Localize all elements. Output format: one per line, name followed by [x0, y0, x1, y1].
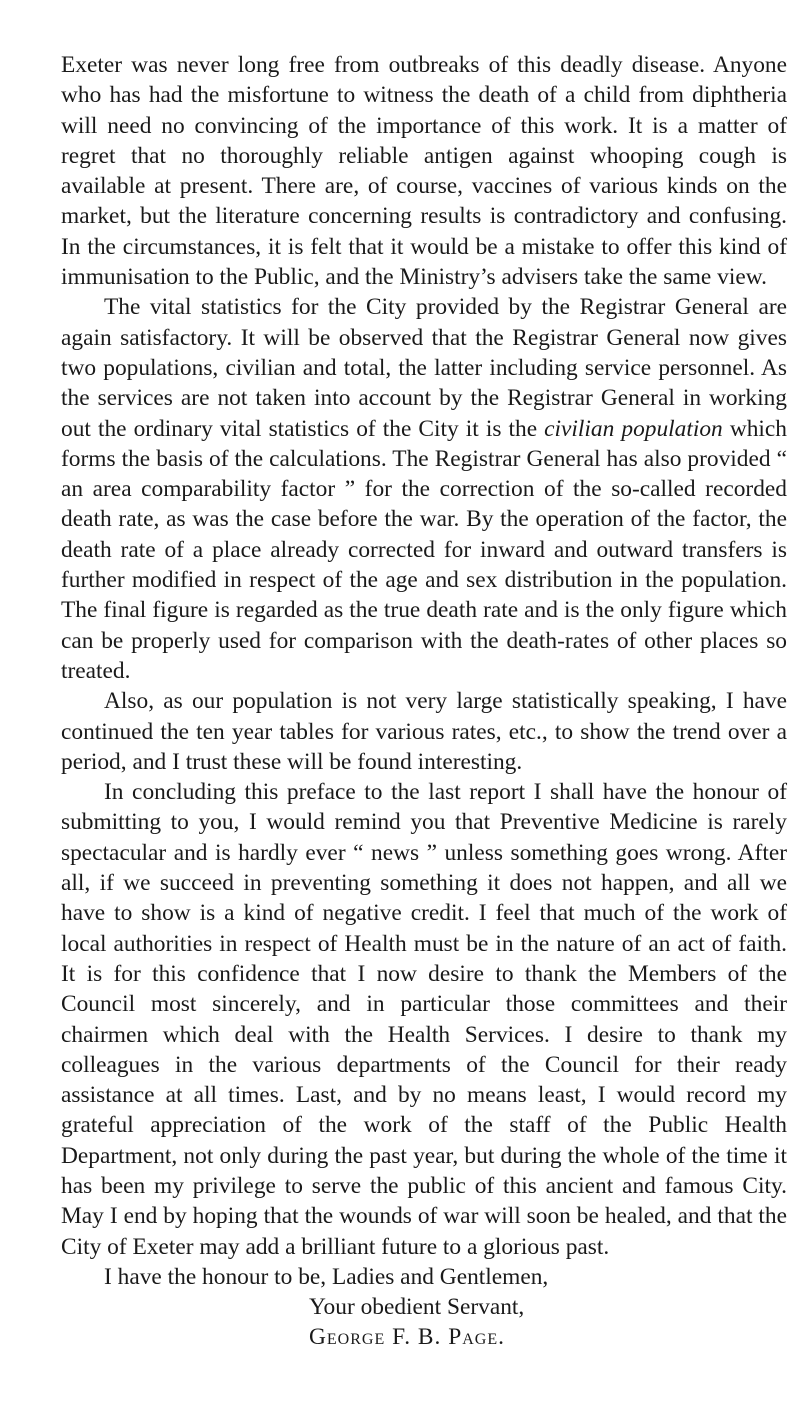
emphasis-civilian-population: civilian population: [544, 415, 723, 442]
paragraph-conclusion: In concluding this preface to the last report I shall have the honour of submitting to you, I would remind you that Preventive Medicine is rarely spectacular and is hardly ever “ news ” unless something goes wrong. After all, if we succeed in preventing something it does not happen, and all we have to show is a kind of negative credit. I feel that much of the work of local authorities in respect of Health must be in the nature of an act of faith. It is for this confidence that I now desire to thank the Members of the Council most sincerely, and in particular those committees and their chairmen which deal with the Health Services. I desire to thank my colleagues in the various departments of the Council for their ready assistance at all times. Last, and by no means least, I would record my grateful appreciation of the work of the staff of the Public Health Department, not only during the past year, but during the whole of the time it has been my privilege to serve the public of this ancient and famous City. May I end by hoping that the wounds of war will soon be healed, and that the City of Exeter may add a brilliant future to a glorious past.: [61, 779, 787, 1260]
paragraph-diphtheria: Exeter was never long free from outbreaks of this deadly disease. Anyone who has had the misfortune to witness the death of a child from diphtheria will need no convincing of the importance of this work. It is a matter of regret that no thoroughly reliable antigen against whooping cough is available at present. There are, of course, vaccines of various kinds on the market, but the literature concerning results is contradictory and confusing. In the circumstances, it is felt that it would be a mistake to offer this kind of immunisation to the Public, and the Ministry’s advisers take the same view.: [61, 52, 787, 291]
paragraph-vital-statistics: [61, 292, 787, 686]
signoff-block: [61, 1262, 787, 1353]
signature: George F. B. Page.: [309, 1324, 505, 1351]
signoff-servant-line: Your obedient Servant,: [309, 1294, 525, 1321]
signoff-honour-line: I have the honour to be, Ladies and Gentlemen,: [104, 1263, 549, 1290]
paragraph-vital-statistics-before: The vital statistics for the City provided by the Registrar General are again satisfactory. It will be observed that the Registrar General now gives two populations, civilian and total, the latter including service personnel. As the services are not taken into account by the Registrar General in working out the ordinary vital statistics of the City it is the: [61, 294, 787, 442]
paragraph-vital-statistics-after: which forms the basis of the calculations. The Registrar General has also provided “ an area comparability factor ” for the correction of the so-called recorded death rate, as was the case before the war. By the operation of the factor, the death rate of a place already corrected for inward and outward transfers is further modified in respect of the age and sex distribution in the population. The final figure is regarded as the true death rate and is the only figure which can be properly used for comparison with the death-rates of other places so treated.: [61, 415, 787, 684]
paragraph-ten-year-tables: Also, as our population is not very large statistically speaking, I have continued the ten year tables for various rates, etc., to show the trend over a period, and I trust these will be found interesting.: [61, 688, 787, 775]
document-page: [61, 50, 787, 1353]
